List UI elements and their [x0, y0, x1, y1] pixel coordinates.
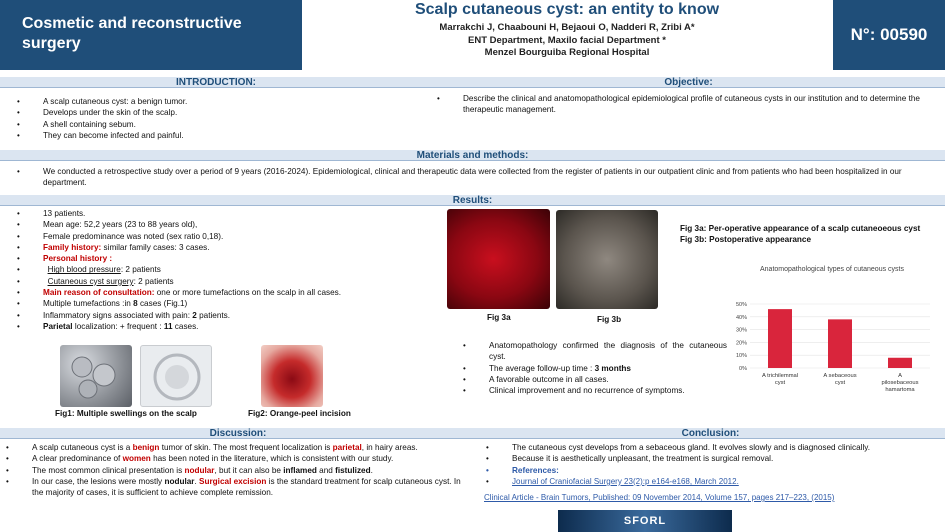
- discussion-list: [32, 442, 472, 498]
- list-item: [43, 208, 443, 219]
- intro-heading: [0, 77, 432, 88]
- multiple-count: 8: [133, 299, 138, 309]
- results-heading: [0, 195, 945, 206]
- y-tick-label: 20%: [735, 340, 747, 347]
- text: Surgical excision: [199, 476, 267, 486]
- list-item: [32, 476, 472, 499]
- parietal-tail: cases.: [172, 321, 199, 331]
- list-item: • Clinical improvement and no recurrence of symptoms.: [489, 385, 727, 396]
- list-item: [43, 231, 443, 242]
- personal-label: Personal history :: [43, 254, 113, 264]
- list-item: [43, 264, 443, 275]
- intro-list: [43, 96, 423, 141]
- x-tick-label: pilosebaceous: [881, 380, 919, 386]
- category-banner: [0, 0, 302, 70]
- y-tick-label: 40%: [735, 314, 747, 321]
- hbp-value: : 2 patients: [120, 265, 161, 275]
- reference-link-2[interactable]: Clinical Article - Brain Tumors, Published: 09 November 2014, Volume 157, pages 217–223, (2015): [484, 493, 835, 502]
- fig3a-photo: [447, 209, 550, 309]
- conclusion-heading-text: Conclusion:: [681, 428, 740, 439]
- list-item: [32, 465, 472, 476]
- list-item: [32, 453, 472, 464]
- list-item: [32, 442, 472, 453]
- conclusion-heading: [476, 428, 945, 439]
- list-item: [512, 476, 937, 487]
- authors: Marrakchi J, Chaabouni H, Bejaoui O, Nadderi R, Zribi A*: [439, 22, 695, 33]
- methods-list: [43, 166, 923, 189]
- x-tick-label: A: [898, 373, 902, 379]
- bar: [828, 319, 852, 368]
- list-item: [43, 287, 443, 298]
- patients-count: 13 patients.: [43, 209, 86, 218]
- title-block: [302, 0, 832, 70]
- list-item: • We conducted a retrospective study over a period of 9 years (2016-2024). Epidemiological, clinical and therapeutic data were collected from the register of patients in our outpatient clinic and from patients who had been hospitalized in our department.: [43, 166, 923, 189]
- discussion-heading: [0, 428, 476, 439]
- parietal-count: 11: [163, 321, 173, 331]
- inflam-count: 2: [192, 310, 197, 320]
- list-item: [43, 298, 443, 309]
- fig2-caption: Fig2: Orange-peel incision: [248, 409, 351, 418]
- text: A scalp cutaneous cyst is a: [32, 443, 133, 452]
- text: .: [194, 476, 200, 486]
- text: benign: [132, 443, 160, 452]
- text: In our case, the lesions were mostly: [32, 476, 165, 486]
- x-tick-label: cyst: [834, 380, 846, 386]
- results-heading-text: Results:: [452, 195, 493, 206]
- parietal-text: localization: + frequent :: [72, 321, 164, 331]
- y-tick-label: 50%: [735, 302, 747, 308]
- conclusion-list: [512, 442, 937, 487]
- fig3b-caption: Fig 3b: Postoperative appearance: [680, 235, 812, 244]
- fig3b-photo: [556, 210, 658, 309]
- discussion-heading-text: Discussion:: [209, 428, 267, 439]
- main-reason-label: Main reason of consultation:: [43, 288, 155, 298]
- scalp-swellings-image-2: [141, 346, 212, 407]
- list-item: [43, 310, 443, 321]
- family-label: Family history:: [43, 242, 102, 252]
- cyst-surgery-label: Cutaneous cyst surgery: [47, 276, 134, 286]
- y-tick-label: 30%: [735, 327, 747, 334]
- parietal-label: Parietal: [43, 321, 73, 331]
- list-item: [43, 219, 443, 230]
- results-list: [43, 208, 443, 332]
- fig1-photo-2: [140, 345, 212, 407]
- methods-heading: [0, 150, 945, 161]
- text: parietal: [332, 443, 362, 452]
- list-item: • The cutaneous cyst develops from a sebaceous gland. It evolves slowly and is diagnosed clinically.: [512, 442, 937, 453]
- list-item: • A favorable outcome in all cases.: [489, 374, 727, 385]
- text: has been noted in the literature, which is consistent with our study.: [150, 454, 394, 464]
- list-item: • Because it is aesthetically unpleasant, the treatment is surgical removal.: [512, 453, 937, 464]
- text: is the standard treatment for scalp cutaneous cyst. In the majority of cases, it is sufficient to achieve complete remission.: [32, 476, 461, 498]
- x-tick-label: cyst: [774, 380, 786, 386]
- sforl-logo: [558, 510, 732, 532]
- chart-title: Anatomopathological types of cutaneous cysts: [760, 266, 904, 273]
- methods-heading-text: Materials and methods:: [416, 150, 529, 161]
- fig3b-label: Fig 3b: [597, 315, 622, 324]
- text: , in hairy areas.: [361, 443, 418, 452]
- text: A clear predominance of: [32, 454, 123, 464]
- list-item: • They can become infected and painful.: [43, 130, 423, 141]
- followup-text: The average follow-up time :: [489, 363, 595, 373]
- bar: [768, 309, 792, 368]
- intro-heading-text: INTRODUCTION:: [176, 77, 256, 88]
- text: tumor of skin. The most frequent localization is: [159, 443, 333, 452]
- list-item: • Anatomopathology confirmed the diagnosis of the cutaneous cyst.: [489, 340, 727, 363]
- bar-chart: [730, 278, 940, 408]
- objective-heading-text: Objective:: [664, 77, 713, 88]
- department: ENT Department, Maxilo facial Department *: [468, 34, 666, 46]
- reference-link-1[interactable]: Journal of Craniofacial Surgery 23(2):p e164-e168, March 2012.: [512, 476, 739, 486]
- x-tick-label: A trichilemmal: [761, 373, 799, 379]
- fig1-caption: Fig1: Multiple swellings on the scalp: [55, 409, 197, 418]
- list-item: [43, 276, 443, 287]
- list-item: [43, 253, 443, 264]
- scalp-swellings-image: [60, 345, 132, 407]
- list-item: [489, 363, 727, 374]
- main-reason-text: one or more tumefactions on the scalp in all cases.: [154, 288, 342, 298]
- fig2-photo: [261, 345, 323, 407]
- text: The most common clinical presentation is: [32, 465, 185, 475]
- poster-number: [833, 0, 945, 70]
- inflam-text: Inflammatory signs associated with pain:: [43, 310, 193, 320]
- text: fistulized: [335, 465, 371, 475]
- sex-ratio: Female predominance was noted (sex ratio 0,18).: [43, 231, 224, 241]
- list-item: • A shell containing sebum.: [43, 119, 423, 130]
- objective-heading: [432, 77, 945, 88]
- category-label: Cosmetic and reconstructive surgery: [22, 15, 242, 52]
- text: nodular: [164, 476, 195, 486]
- inflam-tail: patients.: [196, 310, 231, 320]
- text: and: [316, 465, 336, 475]
- text: nodular: [184, 465, 215, 475]
- list-item: • References:: [512, 465, 937, 476]
- fig3a-caption: Fig 3a: Per-operative appearance of a scalp cutaneoeous cyst: [680, 224, 921, 233]
- hbp-label: High blood pressure: [47, 265, 121, 275]
- fig3a-label: Fig 3a: [487, 313, 511, 322]
- poster-title: Scalp cutaneous cyst: an entity to know: [414, 1, 720, 18]
- logo-text: SFORL: [623, 515, 667, 527]
- multiple-text: Multiple tumefactions :in: [43, 299, 134, 309]
- objective-list: [463, 93, 935, 116]
- fig3-captions: [680, 223, 930, 245]
- mean-age: Mean age: 52,2 years (23 to 88 years old),: [43, 220, 198, 230]
- results-list-2: [489, 340, 727, 396]
- poster-number-label: N°: 00590: [850, 25, 928, 44]
- x-tick-label: hamartoma: [885, 387, 915, 393]
- list-item: [43, 242, 443, 253]
- bar: [888, 358, 912, 368]
- followup-value: 3 months: [594, 363, 631, 373]
- fig1-photo: [60, 345, 132, 407]
- family-text: similar family cases: 3 cases.: [101, 242, 210, 252]
- list-item: • A scalp cutaneous cyst: a benign tumor.: [43, 96, 423, 107]
- text: inflamed: [283, 465, 317, 475]
- list-item: • Develops under the skin of the scalp.: [43, 107, 423, 118]
- text: , but it can also be: [214, 465, 284, 475]
- cyst-surgery-value: : 2 patients: [133, 276, 174, 286]
- y-tick-label: 10%: [735, 353, 747, 360]
- list-item: [43, 321, 443, 332]
- text: women: [122, 454, 151, 464]
- x-tick-label: A sebaceous: [823, 373, 857, 379]
- multiple-tail: cases (Fig.1): [137, 299, 188, 309]
- text: .: [370, 465, 373, 475]
- list-item: • Describe the clinical and anatomopathological epidemiological profile of cutaneous cysts in our institution and to determine the therapeutic management.: [463, 93, 935, 116]
- hospital: Menzel Bourguiba Regional Hospital: [484, 47, 650, 58]
- y-tick-label: 0%: [739, 366, 747, 372]
